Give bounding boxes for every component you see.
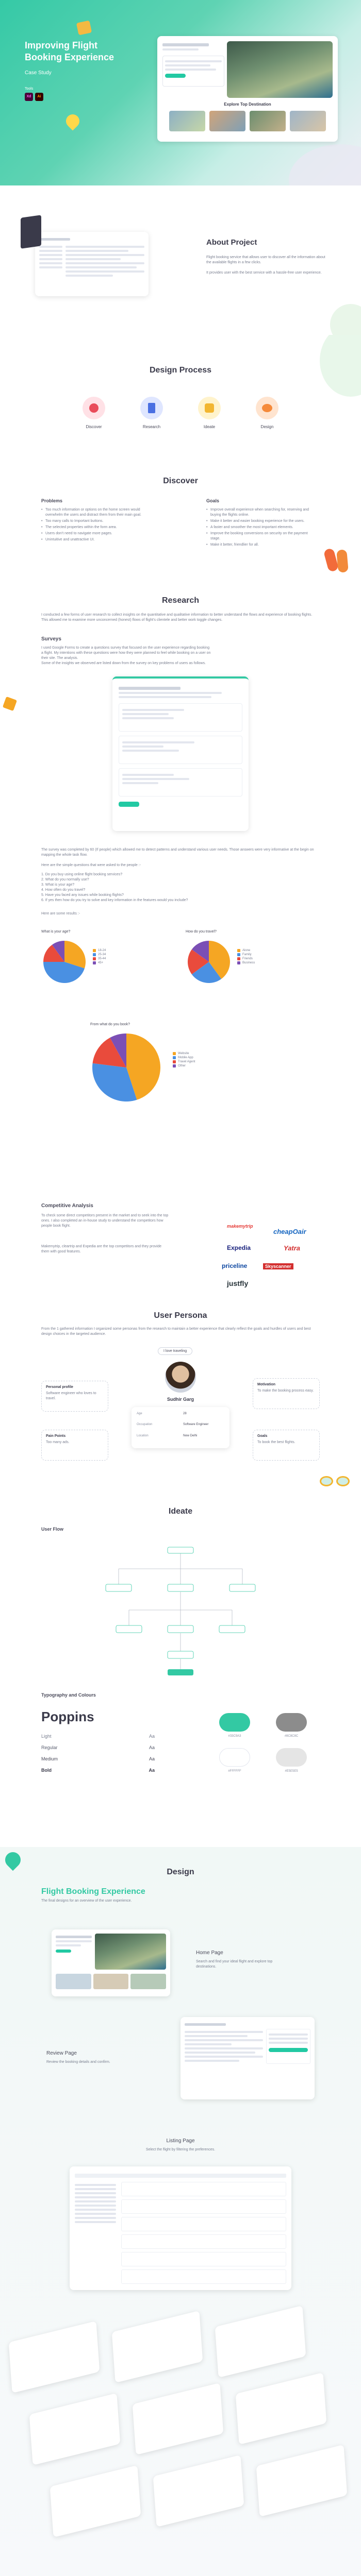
persona-details-card xyxy=(132,1407,229,1448)
about-section xyxy=(0,185,361,335)
legend-item xyxy=(93,949,106,952)
screens-collage xyxy=(0,2321,361,2568)
age-label: Age xyxy=(137,1412,142,1415)
brand-logo: Yatra xyxy=(284,1244,301,1252)
legend-label: Travel Agent xyxy=(178,1060,195,1063)
surveys-text: I used Google Forms to create a questions survey that focused on the user experience regarding booking a flight. My intentions with these questions were how they were planned to feel while booking on a user on their site. The analysis. xyxy=(41,646,211,660)
brand-logo: priceline xyxy=(222,1262,248,1269)
legend-swatch xyxy=(237,949,240,952)
color-swatch xyxy=(219,1713,250,1732)
legend-swatch xyxy=(237,953,240,956)
legend-label: Family xyxy=(242,953,252,956)
ai-icon: Ai xyxy=(35,93,43,101)
chart-legend xyxy=(237,949,255,985)
legend-swatch xyxy=(237,961,240,964)
step-research: Research xyxy=(142,425,161,429)
legend-label: Other xyxy=(178,1064,186,1067)
legend-item xyxy=(93,961,106,964)
home-page-title: Home Page xyxy=(196,1950,223,1956)
about-para2: It provides user with the best service with a hassle-free user experience. xyxy=(206,271,322,275)
research-section xyxy=(0,590,361,1203)
cube-icon xyxy=(3,697,17,711)
weight-sample: Aa xyxy=(149,1768,155,1773)
responses-text: The survey was completed by 60 (If people) which allowed me to detect patterns and understand various user needs. Those answers were very informative at the begin on mapping the whole task flow. xyxy=(41,848,314,857)
legend-label: Mobile App xyxy=(178,1056,193,1059)
pie-svg xyxy=(41,939,88,985)
problem-item: • Unintuitive and unattractive UI. xyxy=(41,537,150,543)
ideate-title: Ideate xyxy=(168,1507,193,1516)
persona-goals-card xyxy=(253,1430,320,1461)
weight-regular: Regular xyxy=(41,1745,58,1750)
about-title: About Project xyxy=(206,238,257,247)
location-label: Location xyxy=(137,1434,149,1437)
step-discover: Discover xyxy=(86,425,102,429)
home-page-text: Search and find your ideal flight and explore top destinations. xyxy=(196,1960,273,1969)
legend-label: 18-24 xyxy=(98,949,106,952)
hero-section xyxy=(0,0,361,185)
step-design: Design xyxy=(260,425,274,429)
legend-item xyxy=(237,957,255,960)
legend-item xyxy=(173,1064,195,1067)
persona-name: Sudhir Garg xyxy=(167,1397,194,1402)
age-value: 28 xyxy=(183,1412,187,1415)
discover-section xyxy=(0,471,361,590)
motivation-text: To make the booking process easy. xyxy=(257,1389,314,1393)
competitive-text2: Makemytrip, cleartrip and Expedia are the top competitors and they provide them with good features. xyxy=(41,1245,162,1253)
weight-medium: Medium xyxy=(41,1756,58,1761)
problem-item: • Users don't need to navigate more pages. xyxy=(41,531,150,536)
chart-title: How do you travel? xyxy=(186,930,217,934)
weight-light: Light xyxy=(41,1734,52,1739)
brand-logo: Skyscanner xyxy=(263,1263,293,1269)
legend-swatch xyxy=(93,949,96,952)
pie-svg xyxy=(186,939,232,985)
persona-section xyxy=(0,1306,361,1507)
chart-title: What is your age? xyxy=(41,930,71,934)
goals-title: Goals xyxy=(206,498,220,503)
review-page-mockup xyxy=(180,2017,315,2099)
legend-item xyxy=(237,961,255,964)
surveys-text2: Some of the insights we observed are listed down from the survey on key problems of users as follows. xyxy=(41,662,206,665)
legend-swatch xyxy=(173,1064,176,1067)
problem-item: • Too much information or options on the home screen would overwhelm the users and distract them from their main goal. xyxy=(41,507,150,518)
persona-quote: I love traveling xyxy=(158,1347,192,1355)
goals-list xyxy=(206,507,315,548)
hero-mockup xyxy=(157,36,338,142)
design-subtext: The final designs for an overview of the user experience. xyxy=(41,1899,132,1903)
legend-swatch xyxy=(173,1052,176,1055)
design-subtitle: Flight Booking Experience xyxy=(41,1887,145,1896)
legend-swatch xyxy=(173,1060,176,1063)
about-mockup xyxy=(35,232,149,296)
goal-item: • Improve the booking conversions on security on the payment stage. xyxy=(206,531,315,541)
listing-page-title: Listing Page xyxy=(166,2138,195,2144)
color-label: #8C8C8C xyxy=(284,1735,299,1738)
competitive-text1: To check some direct competitors present in the market and to seek into the top ones. I also completed an in-house study to understand the competitors how people book flight. xyxy=(41,1214,169,1228)
location-pin-icon xyxy=(63,112,83,131)
persona-avatar xyxy=(165,1362,196,1393)
legend-swatch xyxy=(173,1056,176,1059)
personal-title: Personal profile xyxy=(46,1385,73,1389)
legend-label: 25-34 xyxy=(98,953,106,956)
ideate-section xyxy=(0,1507,361,1847)
calendar-icon xyxy=(76,21,92,36)
question-item: 2. What do you normally use? xyxy=(41,878,89,882)
color-swatch xyxy=(276,1713,307,1732)
goal-item: • A faster and smoother the most important elements. xyxy=(206,525,315,530)
home-page-mockup xyxy=(52,1929,170,1996)
brand-logo: justfly xyxy=(227,1279,249,1287)
goal-item: • Improve overall experience when searching for, reserving and buying the flights online. xyxy=(206,507,315,518)
problem-item: • Too many calls to Important buttons. xyxy=(41,519,150,524)
chart-title: From what do you book? xyxy=(90,1023,130,1026)
userflow-title: User Flow xyxy=(41,1527,64,1532)
chart-legend xyxy=(173,1052,195,1104)
process-section xyxy=(0,335,361,471)
review-page-text: Review the booking details and confirm. xyxy=(46,2060,110,2064)
results-intro: Here are some results :- xyxy=(41,912,80,916)
weight-sample: Aa xyxy=(149,1756,155,1761)
occupation-label: Occupation xyxy=(137,1423,153,1427)
legend-item xyxy=(173,1056,195,1059)
legend-label: 45+ xyxy=(98,961,104,964)
legend-swatch xyxy=(93,953,96,956)
legend-swatch xyxy=(93,957,96,960)
font-name: Poppins xyxy=(41,1709,94,1724)
surveys-title: Surveys xyxy=(41,636,61,642)
bulb-icon xyxy=(83,397,105,419)
goal-item: • Make it better and easier booking experience for the users. xyxy=(206,519,315,524)
question-item: 1. Do you buy using online flight booking services? xyxy=(41,873,123,876)
legend-item xyxy=(237,953,255,956)
research-intro: I conducted a few forms of user research to collect insights on the quantitative and qualitative information to better understand the flows and experience of booking flights. This allowed me to examine more unconcerned (honest) flows of flight's clientele and better work toggle changes. xyxy=(41,613,313,622)
survey-form-mockup xyxy=(112,676,249,831)
legend-item xyxy=(93,957,106,960)
idea-icon xyxy=(198,397,221,419)
legend-label: Website xyxy=(178,1052,189,1055)
persona-goals-text: To book the best flights. xyxy=(257,1440,296,1444)
legend-swatch xyxy=(237,957,240,960)
pain-title: Pain Points xyxy=(46,1434,66,1438)
question-item: 3. What is your age? xyxy=(41,883,75,887)
hero-decor-shape xyxy=(289,144,361,185)
location-value: New Delhi xyxy=(183,1434,198,1437)
problems-title: Problems xyxy=(41,498,63,503)
occupation-value: Software Engineer xyxy=(183,1423,209,1427)
color-label: #FFFFFF xyxy=(228,1770,241,1773)
hero-photo xyxy=(227,41,333,98)
research-title: Research xyxy=(161,596,200,605)
step-ideate: Ideate xyxy=(203,425,216,429)
legend-label: 35-44 xyxy=(98,957,106,960)
review-page-title: Review Page xyxy=(46,2050,77,2056)
weight-bold: Bold xyxy=(41,1768,52,1773)
listing-page-mockup xyxy=(70,2166,291,2290)
brand-logo: Expedia xyxy=(227,1244,251,1251)
weight-sample: Aa xyxy=(149,1745,155,1750)
chart-booking xyxy=(90,1023,245,1110)
hero-mock-heading: Explore Top Destination xyxy=(224,102,271,107)
legend-item xyxy=(93,953,106,956)
chart-age xyxy=(41,930,144,997)
color-swatch xyxy=(219,1748,250,1767)
weight-sample: Aa xyxy=(149,1734,155,1739)
typography-title: Typography and Colours xyxy=(41,1692,96,1698)
sunglasses-icon xyxy=(320,1476,351,1488)
hero-tools-label: Tools xyxy=(25,87,34,91)
color-label: #33C9A3 xyxy=(228,1735,241,1738)
persona-title: User Persona xyxy=(154,1311,207,1320)
question-item: 6. If yes then how do you try to solve and key information in the features would you include? xyxy=(41,899,188,902)
xd-icon: Xd xyxy=(25,93,33,101)
design-title: Design xyxy=(167,1868,194,1876)
question-item: 4. How often do you travel? xyxy=(41,888,86,892)
motivation-title: Motivation xyxy=(257,1383,275,1386)
process-decor-blob xyxy=(320,335,361,397)
design-section xyxy=(0,1847,361,2576)
about-para1: Flight booking service that allows user to discover all the information about the available flights in a few clicks. xyxy=(206,256,325,264)
pain-text: Too many ads. xyxy=(46,1440,70,1444)
questions-intro: Here are the simple questions that were asked to the people :- xyxy=(41,863,141,867)
chart-travel xyxy=(186,930,289,997)
hero-title-line2: Booking Experience xyxy=(25,52,114,62)
brand-logo: makemytrip xyxy=(227,1224,253,1229)
persona-pain-card xyxy=(41,1430,108,1461)
hero-subtitle: Case Study xyxy=(25,70,52,76)
persona-personal-card xyxy=(41,1381,108,1412)
legend-item xyxy=(173,1060,195,1063)
competitive-title: Competitive Analysis xyxy=(41,1203,93,1209)
personal-text: Software engineer who loves to travel. xyxy=(46,1392,96,1400)
persona-intro: From the 1 gathered information I organized some personas from the research to maintain a better experience that clearly reflect the goals and hurdles of users and best design choices in the targeted audience. xyxy=(41,1327,311,1336)
flipflops-icon xyxy=(326,549,352,571)
chart-legend xyxy=(93,949,106,985)
discover-title: Discover xyxy=(163,477,198,485)
problems-list xyxy=(41,507,150,543)
question-item: 5. Have you faced any issues while booking flights? xyxy=(41,893,124,897)
legend-swatch xyxy=(93,961,96,964)
persona-goals-title: Goals xyxy=(257,1434,268,1438)
legend-item xyxy=(173,1052,195,1055)
palette-icon xyxy=(256,397,278,419)
pie-svg xyxy=(90,1031,162,1104)
legend-label: Business xyxy=(242,961,255,964)
process-title: Design Process xyxy=(149,366,212,375)
about-shadow-card xyxy=(21,215,41,249)
userflow-diagram xyxy=(41,1543,320,1677)
legend-item xyxy=(237,949,255,952)
hero-title-line1: Improving Flight xyxy=(25,40,97,50)
legend-label: Alone xyxy=(242,949,251,952)
clipboard-icon xyxy=(140,397,163,419)
competitive-section xyxy=(0,1203,361,1306)
about-decor-blob xyxy=(330,304,361,335)
legend-label: Friends xyxy=(242,957,253,960)
color-swatch xyxy=(276,1748,307,1767)
listing-page-text: Select the flight by filtering the preferences. xyxy=(145,2148,216,2151)
problem-item: • The selected properties within the form area. xyxy=(41,525,150,530)
persona-motivation-card xyxy=(253,1378,320,1409)
color-label: #E5E5E5 xyxy=(285,1770,298,1773)
goal-item: • Make it better, friendlier for all. xyxy=(206,543,315,548)
brand-logo: cheapOair xyxy=(273,1228,306,1235)
